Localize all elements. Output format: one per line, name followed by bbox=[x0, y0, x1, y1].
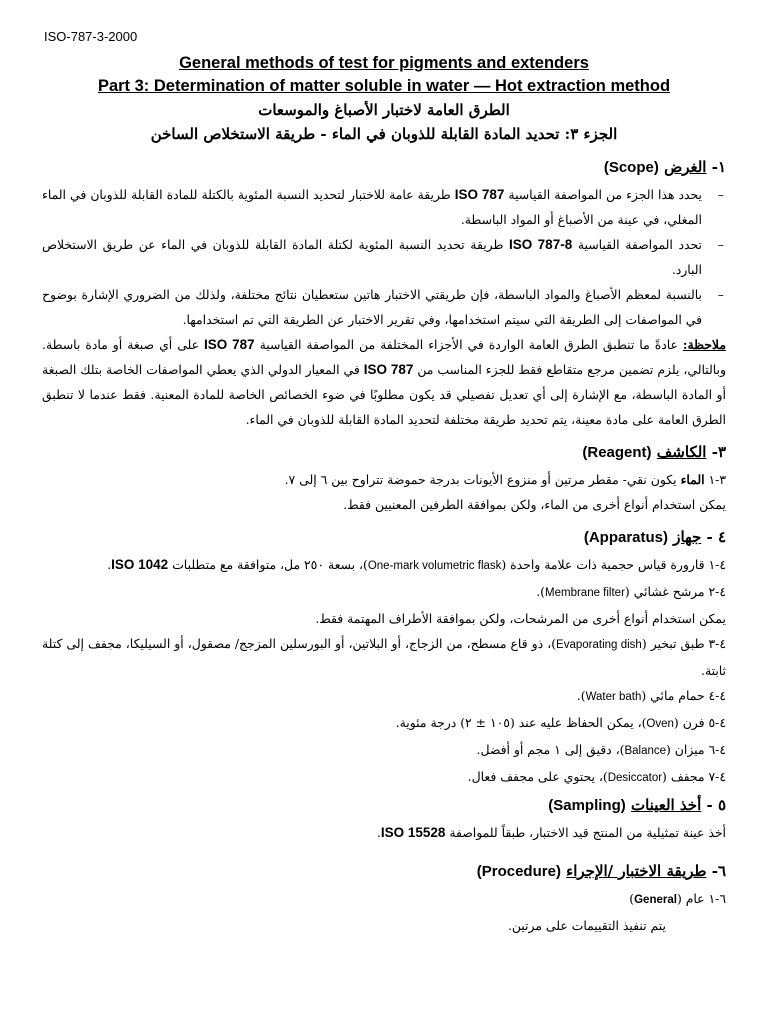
apparatus-item-2 bbox=[42, 579, 726, 606]
section-number: ٣- bbox=[711, 443, 726, 461]
item-text: ٤-٥ فرن ( bbox=[673, 715, 726, 730]
item-english-term: General bbox=[634, 894, 677, 906]
document-id: ISO-787-3-2000 bbox=[44, 29, 138, 44]
scope-note bbox=[42, 332, 726, 432]
section-procedure-heading bbox=[42, 857, 726, 886]
section-title-en: (Sampling) bbox=[548, 797, 626, 814]
section-title-en: (Scope) bbox=[603, 159, 659, 176]
procedure-subheading bbox=[42, 886, 726, 913]
standard-code: ISO 1042 bbox=[111, 557, 169, 572]
procedure-text: يتم تنفيذ التقييمات على مرتين. bbox=[507, 918, 666, 933]
item-text: . bbox=[107, 557, 112, 572]
section-sampling-heading bbox=[42, 791, 726, 820]
bullet-dash: – bbox=[717, 287, 724, 302]
note-label: ملاحظة: bbox=[682, 337, 726, 352]
item-english-term: Evaporating dish bbox=[556, 639, 642, 651]
item-text: )، يحتوي على مجفف فعال. bbox=[467, 769, 608, 784]
standard-code: ISO 787 bbox=[363, 362, 414, 377]
section-number: ١- bbox=[711, 158, 726, 176]
apparatus-item-6 bbox=[42, 737, 726, 764]
note-text: في المعيار الدولي الذي يعطي المواصفات الخاصة بتلك الصبغة أو المادة الباسطة، مع الإشارة إلى أي تعديل تفصيلي قد يكون مطلوبًا في ضوء الخصائص الخاصة للمادة المعنية. فقط عندما لا تنطبق الطرق العامة على مادة معينة، يتم تحديد طريقة مختلفة لتحديد المادة القابلة للذوبان في الماء. bbox=[42, 362, 726, 427]
note-text: عادةً ما تنطبق الطرق العامة الواردة في الأجزاء المختلفة من المواصفة القياسية bbox=[259, 337, 678, 352]
apparatus-item-5 bbox=[42, 710, 726, 737]
standard-code: ISO 787 bbox=[204, 337, 255, 352]
standard-code: ISO 787-8 bbox=[508, 237, 573, 252]
item-text: ٤-٢ مرشح غشائي ( bbox=[624, 584, 726, 599]
section-number: ٦- bbox=[711, 862, 726, 880]
apparatus-item-1 bbox=[42, 552, 726, 579]
section-number: ٥ - bbox=[706, 796, 726, 814]
scope-bullet-2 bbox=[42, 232, 726, 282]
scope-bullet-1 bbox=[42, 182, 726, 232]
sampling-text bbox=[42, 820, 726, 845]
bullet-dash: – bbox=[717, 187, 724, 202]
item-text: ٤-١ قارورة قياس حجمية ذات علامة واحدة ( bbox=[501, 557, 726, 572]
title-block bbox=[0, 52, 768, 146]
item-english-term: Water bath bbox=[585, 691, 642, 703]
item-text: ٤-٧ مجفف ( bbox=[662, 769, 726, 784]
title-arabic-line-2: الجزء ٣: تحديد المادة القابلة للذوبان في الماء - طريقة الاستخلاص الساخن bbox=[150, 125, 618, 143]
item-text: ٦-١ عام ( bbox=[676, 891, 726, 906]
section-scope-heading bbox=[42, 153, 726, 182]
section-number: ٤ - bbox=[706, 528, 726, 546]
bullet-dash: – bbox=[717, 237, 724, 252]
section-title-en: (Apparatus) bbox=[583, 529, 668, 546]
section-reagent-heading bbox=[42, 438, 726, 467]
item-text: )، ذو قاع مسطح، من الزجاج، أو البلاتين، أو البورسلين المزجج/ مصقول، أو السيليكا، مجفف إلى كتلة ثابتة. bbox=[42, 636, 726, 678]
bullet-text: بالنسبة لمعظم الأصباغ والمواد الباسطة، فإن طريقتي الاختبار هاتين ستعطيان نتائج مختلفة، ولذلك من الضروري الإشارة بوضوح في المواصفات إلى الطريقة التي سيتم استخدامها، وفي تقرير الاختبار عن الطريقة التي تم استخدامها. bbox=[42, 287, 702, 327]
item-text: ). bbox=[536, 584, 546, 599]
item-text: . bbox=[376, 825, 381, 840]
bullet-text: تحدد المواصفة القياسية bbox=[577, 237, 702, 252]
item-english-term: Membrane filter bbox=[545, 587, 625, 599]
title-english-line-1: General methods of test for pigments and extenders bbox=[179, 54, 589, 72]
item-text: يكون نقي- مقطر مرتين أو منزوع الأيونات بدرجة حموضة تتراوح بين ٦ إلى ٧. bbox=[284, 472, 677, 487]
section-apparatus-heading bbox=[42, 523, 726, 552]
item-text: ٤-٤ حمام مائي ( bbox=[641, 688, 726, 703]
item-text: )، يمكن الحفاظ عليه عند (١٠٥ ± ٢) درجة مئوية. bbox=[395, 715, 647, 730]
section-title-ar: طريقة الاختبار /الإجراء bbox=[566, 862, 707, 880]
section-title-ar: الكاشف bbox=[656, 443, 707, 461]
section-title-ar: جهاز bbox=[673, 528, 702, 546]
item-text: ٤-٣ طبق تبخير ( bbox=[641, 636, 726, 651]
item-number: ٣-١ bbox=[708, 472, 726, 487]
section-title-ar: الغرض bbox=[664, 158, 707, 176]
item-text: أخذ عينة تمثيلية من المنتج قيد الاختبار، طبقاً للمواصفة bbox=[449, 825, 726, 840]
apparatus-item-4 bbox=[42, 683, 726, 710]
apparatus-item-7 bbox=[42, 764, 726, 791]
section-title-en: (Procedure) bbox=[476, 863, 561, 880]
note-text: على أي صبغة أو مادة باسطة. وبالتالي، يلزم تضمين مرجع متقاطع فقط للجزء المناسب من bbox=[42, 337, 726, 377]
reagent-item-1 bbox=[42, 467, 726, 492]
reagent-note: يمكن استخدام أنواع أخرى من الماء، ولكن بموافقة الطرفين المعنيين فقط. bbox=[343, 497, 726, 512]
apparatus-item-2-note: يمكن استخدام أنواع أخرى من المرشحات، ولكن بموافقة الأطراف المهتمة فقط. bbox=[315, 611, 726, 626]
bullet-text: طريقة تحديد النسبة المئوية لكتلة المادة القابلة للذوبان في الماء عن طريق الاستخلاص البارد. bbox=[42, 237, 702, 277]
item-english-term: Desiccator bbox=[607, 772, 663, 784]
title-arabic-line-1: الطرق العامة لاختبار الأصباغ والموسعات bbox=[258, 101, 510, 119]
scope-bullet-3 bbox=[42, 282, 726, 332]
item-text: ). bbox=[576, 688, 586, 703]
item-english-term: One-mark volumetric flask bbox=[367, 560, 502, 572]
title-english-line-2: Part 3: Determination of matter soluble in water — Hot extraction method bbox=[97, 77, 671, 95]
item-text: )، دقيق إلى ١ مجم أو أفضل. bbox=[476, 742, 625, 757]
section-title-en: (Reagent) bbox=[582, 444, 652, 461]
apparatus-item-3 bbox=[42, 631, 726, 683]
item-text: ٤-٦ ميزان ( bbox=[666, 742, 726, 757]
item-english-term: Balance bbox=[624, 745, 667, 757]
standard-code: ISO 787 bbox=[454, 187, 505, 202]
item-text: ) bbox=[629, 891, 635, 906]
item-text: )، بسعة ٢٥٠ مل، متوافقة مع متطلبات bbox=[172, 557, 368, 572]
document-body bbox=[42, 153, 726, 938]
item-term: الماء bbox=[680, 472, 705, 487]
bullet-text: طريقة عامة للاختبار لتحديد النسبة المئوية بالكتلة للمادة القابلة للذوبان في الماء المغلي، في عينة من الأصباغ أو المواد الباسطة. bbox=[42, 187, 702, 227]
item-english-term: Oven bbox=[646, 718, 674, 730]
bullet-text: يحدد هذا الجزء من المواصفة القياسية bbox=[508, 187, 702, 202]
section-title-ar: أخذ العينات bbox=[630, 796, 702, 814]
standard-code: ISO 15528 bbox=[380, 825, 446, 840]
